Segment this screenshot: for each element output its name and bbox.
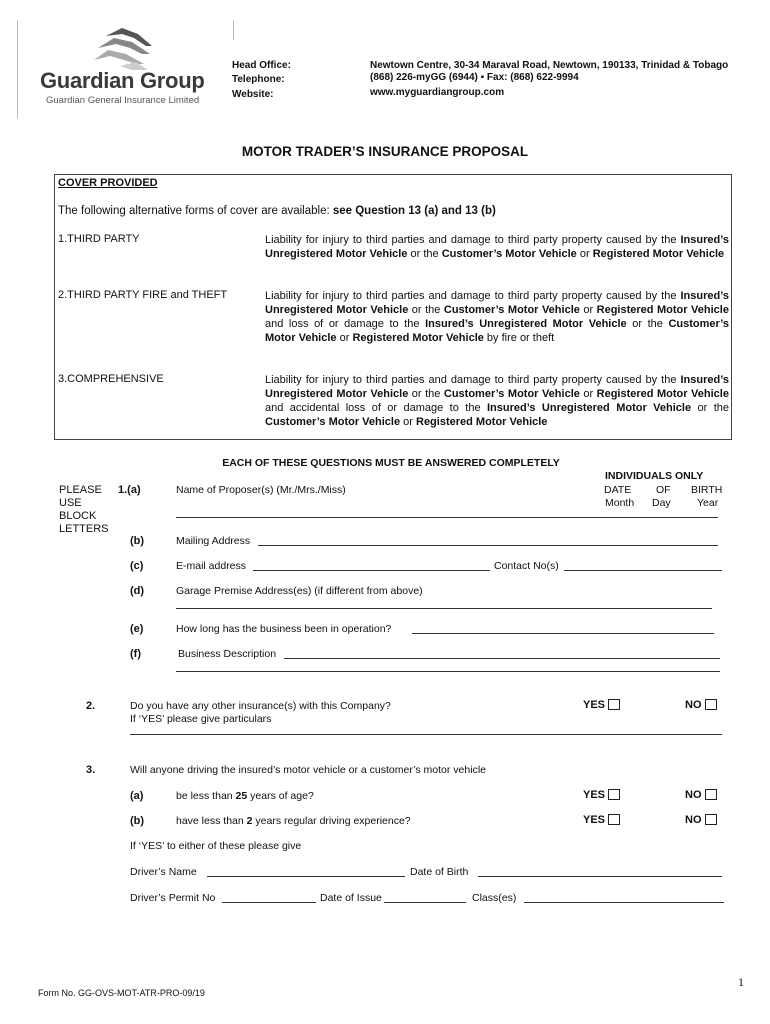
header-divider-left bbox=[17, 20, 18, 118]
dob-of-label: OF bbox=[656, 484, 671, 496]
q1a-field[interactable] bbox=[176, 517, 718, 518]
telephone-value: (868) 226-myGG (6944) ▪ Fax: (868) 622-9994 bbox=[370, 72, 579, 83]
q1d-label: Garage Premise Address(es) (if different from above) bbox=[176, 585, 423, 597]
q3b-number: (b) bbox=[130, 815, 145, 827]
q3a-no-checkbox[interactable] bbox=[705, 789, 717, 800]
q2-number: 2. bbox=[86, 700, 96, 712]
q1a-label: Name of Proposer(s) (Mr./Mrs./Miss) bbox=[176, 484, 346, 496]
q1c-number: (c) bbox=[130, 560, 144, 572]
q3b-no-checkbox[interactable] bbox=[705, 814, 717, 825]
classes-label: Class(es) bbox=[472, 892, 517, 904]
cover-intro bbox=[58, 205, 496, 217]
website-value[interactable]: www.myguardiangroup.com bbox=[370, 87, 505, 98]
q3b-yes[interactable]: YES bbox=[583, 814, 620, 826]
form-number: Form No. GG-OVS-MOT-ATR-PRO-09/19 bbox=[38, 988, 205, 998]
q1e-field[interactable] bbox=[412, 633, 714, 634]
dob-day-label: Day bbox=[652, 497, 671, 509]
classes-field[interactable] bbox=[524, 902, 724, 903]
cover-intro-ref: see Question 13 (a) and 13 (b) bbox=[332, 205, 496, 217]
individuals-only-label: INDIVIDUALS ONLY bbox=[605, 470, 704, 482]
q1f-field-2[interactable] bbox=[176, 671, 720, 672]
dob-birth-label: BIRTH bbox=[691, 484, 723, 496]
guardian-logo-icon bbox=[92, 28, 162, 72]
q2-label: Do you have any other insurance(s) with this Company? bbox=[130, 700, 391, 712]
company-name: Guardian Group bbox=[40, 68, 205, 93]
q3b-yes-checkbox[interactable] bbox=[608, 814, 620, 825]
q1e-number: (e) bbox=[130, 623, 144, 635]
q1d-field[interactable] bbox=[176, 608, 712, 609]
permit-no-field[interactable] bbox=[222, 902, 316, 903]
q1f-field[interactable] bbox=[284, 658, 720, 659]
q1b-number: (b) bbox=[130, 535, 145, 547]
dob-year-label: Year bbox=[697, 497, 719, 509]
q2-yes-checkbox[interactable] bbox=[608, 699, 620, 710]
q2-sub-label: If ‘YES’ please give particulars bbox=[130, 713, 272, 725]
q1c-contact-field[interactable] bbox=[564, 570, 722, 571]
cover-intro-text: The following alternative forms of cover are available: bbox=[58, 205, 333, 217]
q1a-number: 1.(a) bbox=[118, 484, 141, 496]
q3-number: 3. bbox=[86, 764, 96, 776]
q1f-label: Business Description bbox=[178, 648, 277, 660]
page-title: MOTOR TRADER’S INSURANCE PROPOSAL bbox=[241, 144, 529, 159]
telephone-label: Telephone: bbox=[232, 74, 285, 85]
q1b-field[interactable] bbox=[258, 545, 718, 546]
header-divider-top bbox=[233, 20, 234, 40]
dob-month-label: Month bbox=[605, 497, 635, 509]
q2-no[interactable]: NO bbox=[685, 699, 717, 711]
q2-yes[interactable]: YES bbox=[583, 699, 620, 711]
dob-field[interactable] bbox=[478, 876, 722, 877]
cover-option-1-desc: Liability for injury to third parties and damage to third party property caused by the Insured’s Unregistered Motor Vehicle or the Customer’s Motor Vehicle or Registered Motor Vehicle bbox=[265, 234, 729, 260]
q3a-number: (a) bbox=[130, 790, 144, 802]
cover-provided-box bbox=[54, 174, 732, 440]
q2-field[interactable] bbox=[130, 734, 722, 735]
q3b-no[interactable]: NO bbox=[685, 814, 717, 826]
cover-option-3: 3.COMPREHENSIVE bbox=[58, 373, 164, 385]
dob-label: Date of Birth bbox=[410, 866, 469, 878]
q3-label: Will anyone driving the insured’s motor vehicle or a customer’s motor vehicle bbox=[130, 764, 486, 776]
driver-name-field[interactable] bbox=[207, 876, 405, 877]
permit-no-label: Driver’s Permit No bbox=[130, 892, 216, 904]
q3a-no[interactable]: NO bbox=[685, 789, 717, 801]
cover-option-2-desc: Liability for injury to third parties and damage to third party property caused by the Insured’s Unregistered Motor Vehicle or the Customer’s Motor Vehicle or Registered Motor Vehicle and loss of or damage to the Insured’s Unregistered Motor Vehicle or the Customer’s Motor Vehicle or Registered Motor Vehicle by fire or theft bbox=[265, 290, 730, 344]
cover-option-2: 2.THIRD PARTY FIRE and THEFT bbox=[58, 289, 228, 301]
questions-heading: EACH OF THESE QUESTIONS MUST BE ANSWERED COMPLETELY bbox=[222, 457, 560, 469]
dob-date-label: DATE bbox=[604, 484, 632, 496]
cover-option-1: 1.THIRD PARTY bbox=[58, 233, 140, 245]
q3a-yes-checkbox[interactable] bbox=[608, 789, 620, 800]
q3-if-yes-label: If ‘YES’ to either of these please give bbox=[130, 840, 302, 852]
q3b-label: have less than 2 years regular driving experience? bbox=[176, 815, 411, 827]
q1d-number: (d) bbox=[130, 585, 145, 597]
driver-name-label: Driver’s Name bbox=[130, 866, 197, 878]
page-number: 1 bbox=[738, 975, 744, 989]
q1b-label: Mailing Address bbox=[176, 535, 251, 547]
q1e-label: How long has the business been in operation? bbox=[176, 623, 392, 635]
q1c-email-field[interactable] bbox=[253, 570, 490, 571]
head-office-value: Newtown Centre, 30-34 Maraval Road, Newtown, 190133, Trinidad & Tobago bbox=[370, 60, 729, 71]
block-letters-note: PLEASE USE BLOCK LETTERS bbox=[59, 484, 109, 535]
website-label: Website: bbox=[232, 89, 274, 100]
q1f-number: (f) bbox=[130, 648, 141, 660]
cover-option-3-desc: Liability for injury to third parties and damage to third party property caused by the Insured’s Unregistered Motor Vehicle or the Customer’s Motor Vehicle or Registered Motor Vehicle and accidental loss of or damage to the Insured’s Unregistered Motor Vehicle or the Customer’s Motor Vehicle or Registered Motor Vehicle bbox=[265, 374, 729, 428]
q3a-label: be less than 25 years of age? bbox=[176, 790, 314, 802]
company-subtitle: Guardian General Insurance Limited bbox=[46, 95, 200, 106]
head-office-label: Head Office: bbox=[232, 60, 291, 71]
date-issue-label: Date of Issue bbox=[320, 892, 382, 904]
q3a-yes[interactable]: YES bbox=[583, 789, 620, 801]
q1c-label: E-mail address bbox=[176, 560, 247, 572]
q1c-contact-label: Contact No(s) bbox=[494, 560, 559, 572]
date-issue-field[interactable] bbox=[384, 902, 466, 903]
q2-no-checkbox[interactable] bbox=[705, 699, 717, 710]
cover-heading: COVER PROVIDED bbox=[58, 177, 158, 189]
